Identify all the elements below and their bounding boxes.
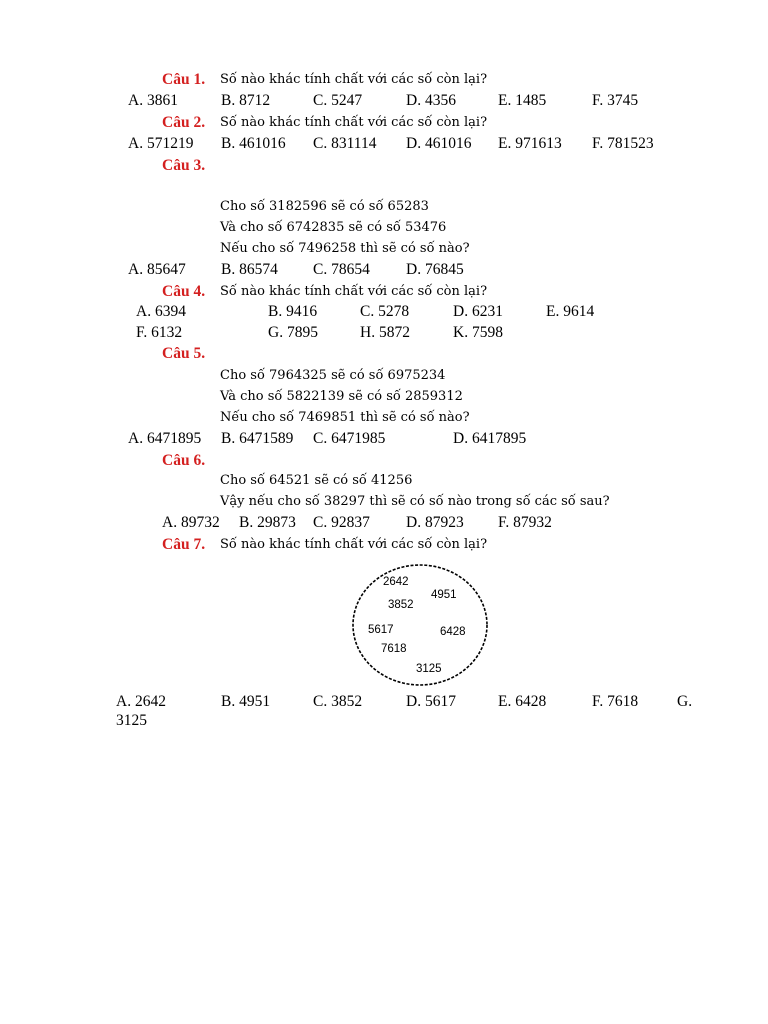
q3-option-d: D. 76845 <box>406 261 464 278</box>
q5-line-3: Nếu cho số 7469851 thì sẽ có số nào? <box>220 410 470 425</box>
q3-line-1: Cho số 3182596 sẽ có số 65283 <box>220 199 429 214</box>
question-4-text: Số nào khác tính chất với các số còn lại? <box>220 284 488 299</box>
q6-option-d: D. 87923 <box>406 514 464 531</box>
q2-option-b: B. 461016 <box>221 135 286 152</box>
q3-option-b: B. 86574 <box>221 261 278 278</box>
q4-option-g: G. 7895 <box>268 324 318 341</box>
q4-option-k: K. 7598 <box>453 324 503 341</box>
circle-number-6428: 6428 <box>440 626 466 638</box>
q5-line-1: Cho số 7964325 sẽ có số 6975234 <box>220 368 446 383</box>
q1-option-f: F. 3745 <box>592 92 639 109</box>
q5-line-2: Và cho số 5822139 sẽ có số 2859312 <box>220 389 463 404</box>
q4-option-e: E. 9614 <box>546 303 595 320</box>
circle-number-2642: 2642 <box>383 576 409 588</box>
circle-number-7618: 7618 <box>381 643 407 655</box>
question-7-text: Số nào khác tính chất với các số còn lại? <box>220 537 488 552</box>
q2-option-c: C. 831114 <box>313 135 377 152</box>
circle-number-4951: 4951 <box>431 589 457 601</box>
q1-option-b: B. 8712 <box>221 92 271 109</box>
question-2-label: Câu 2. <box>162 114 206 131</box>
q6-option-f: F. 87932 <box>498 514 552 531</box>
question-5-label: Câu 5. <box>162 345 206 362</box>
q3-option-c: C. 78654 <box>313 261 370 278</box>
q2-option-a: A. 571219 <box>128 135 194 152</box>
q5-option-d: D. 6417895 <box>453 430 527 447</box>
question-4-label: Câu 4. <box>162 283 206 300</box>
q4-option-d: D. 6231 <box>453 303 503 320</box>
q7-option-a: A. 2642 <box>116 693 166 710</box>
q6-option-a: A. 89732 <box>162 514 220 531</box>
q4-option-h: H. 5872 <box>360 324 410 341</box>
q6-line-2: Vậy nếu cho số 38297 thì sẽ có số nào trong số các số sau? <box>220 494 610 509</box>
q6-option-b: B. 29873 <box>239 514 296 531</box>
q5-option-b: B. 6471589 <box>221 430 294 447</box>
question-6-label: Câu 6. <box>162 452 206 469</box>
q2-option-e: E. 971613 <box>498 135 562 152</box>
q7-option-d: D. 5617 <box>406 693 456 710</box>
q7-option-f: F. 7618 <box>592 693 639 710</box>
question-2-text: Số nào khác tính chất với các số còn lại? <box>220 115 488 130</box>
q7-option-g-value: 3125 <box>116 712 147 729</box>
q3-line-3: Nếu cho số 7496258 thì sẽ có số nào? <box>220 241 470 256</box>
q1-option-e: E. 1485 <box>498 92 547 109</box>
q6-option-c: C. 92837 <box>313 514 370 531</box>
circle-number-5617: 5617 <box>368 624 394 636</box>
q7-option-b: B. 4951 <box>221 693 271 710</box>
circle-number-3852: 3852 <box>388 599 414 611</box>
question-3-label: Câu 3. <box>162 157 206 174</box>
question-7-label: Câu 7. <box>162 536 206 553</box>
q6-line-1: Cho số 64521 sẽ có số 41256 <box>220 473 413 488</box>
q3-line-2: Và cho số 6742835 sẽ có số 53476 <box>220 220 447 235</box>
q5-option-c: C. 6471985 <box>313 430 386 447</box>
q4-option-b: B. 9416 <box>268 303 318 320</box>
q7-option-g: G. <box>677 693 693 710</box>
q4-option-f: F. 6132 <box>136 324 183 341</box>
q2-option-d: D. 461016 <box>406 135 472 152</box>
q7-option-e: E. 6428 <box>498 693 547 710</box>
question-1-label: Câu 1. <box>162 71 206 88</box>
number-circle-figure <box>351 563 489 687</box>
q5-option-a: A. 6471895 <box>128 430 202 447</box>
q4-option-c: C. 5278 <box>360 303 410 320</box>
q1-option-a: A. 3861 <box>128 92 178 109</box>
q1-option-d: D. 4356 <box>406 92 456 109</box>
q2-option-f: F. 781523 <box>592 135 654 152</box>
q7-option-c: C. 3852 <box>313 693 363 710</box>
q1-option-c: C. 5247 <box>313 92 363 109</box>
q3-option-a: A. 85647 <box>128 261 186 278</box>
question-1-text: Số nào khác tính chất với các số còn lại? <box>220 72 488 87</box>
circle-number-3125: 3125 <box>416 663 442 675</box>
q4-option-a: A. 6394 <box>136 303 186 320</box>
